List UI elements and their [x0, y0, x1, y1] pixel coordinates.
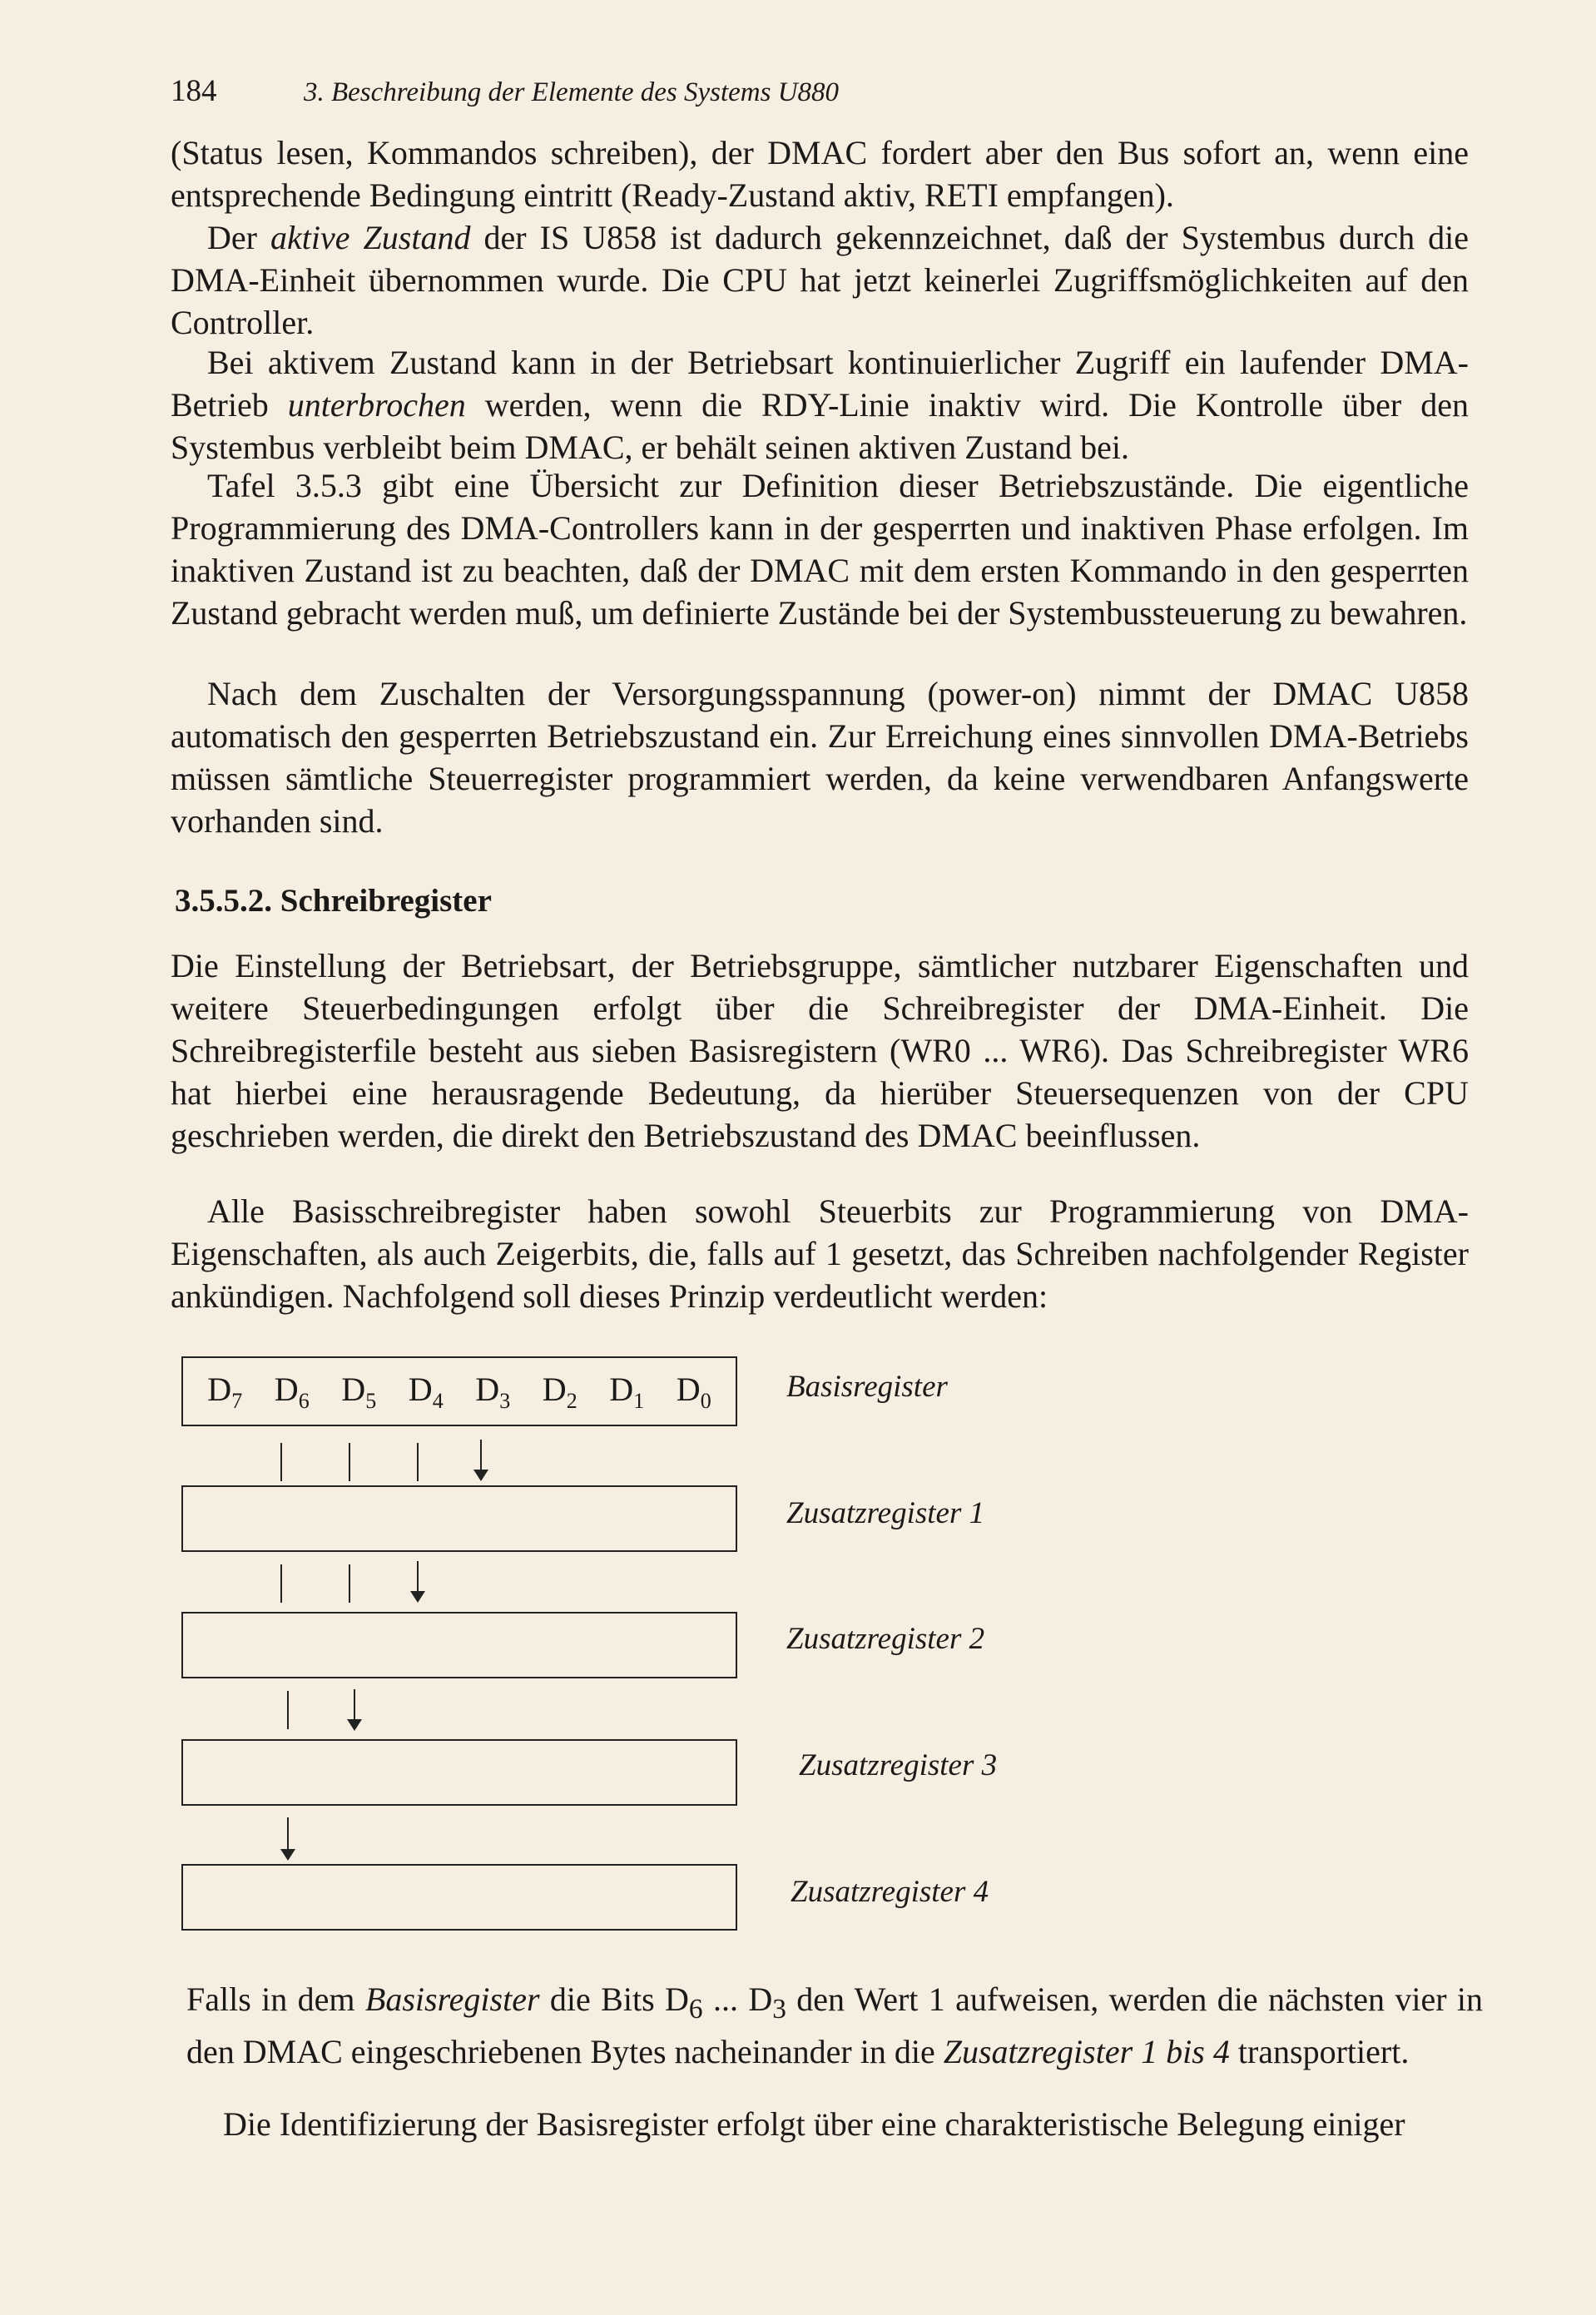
- p2-emphasis: aktive Zustand: [270, 219, 471, 256]
- pointer-line-d4: [417, 1443, 419, 1481]
- paragraph-4: Tafel 3.5.3 gibt eine Übersicht zur Definition dieser Betriebszustände. Die eigentliche Programmierung des DMA-Controllers kann in der gesperrten und inaktiven Phase erfolgen. Im inaktiven Zustand ist zu beachten, daß der DMAC mit dem ersten Kommando in den gesperrten Zustand gebracht werden muß, um definierte Zustände bei der Systembussteuerung zu bewahren.: [171, 467, 1469, 632]
- chapter-title: 3. Beschreibung der Elemente des Systems U880: [304, 77, 840, 107]
- basis-register-box: [181, 1356, 737, 1426]
- zusatzregister-3-box: [181, 1739, 737, 1806]
- bit-d2: $D_2$: [542, 1370, 577, 1413]
- p8-emphasis-2: Zusatzregister 1 bis 4: [943, 2033, 1230, 2070]
- pointer-line-z2-a: [280, 1564, 282, 1603]
- bit-d1: $D_1$: [609, 1370, 645, 1413]
- p8-sub-2: 3: [772, 1994, 786, 2025]
- p3-text-a: Bei aktivem Zustand kann in der Betriebsart kontinuierlicher Zugriff ein laufender DMA-Betrieb: [171, 344, 1469, 424]
- p8-text-e: transportiert.: [1229, 2033, 1410, 2070]
- paragraph-9: Die Identifizierung der Basisregister erfolgt über eine charakteristische Belegung einiger: [223, 2105, 1405, 2143]
- bit-d3: $D_3$: [475, 1370, 511, 1413]
- zusatzregister-4-box: [181, 1864, 737, 1931]
- paragraph-2: [171, 216, 1469, 344]
- paragraph-8: [186, 1978, 1483, 2073]
- label-zusatzregister-4: Zusatzregister 4: [791, 1875, 989, 1909]
- p8-emphasis-1: Basisregister: [364, 1980, 540, 2018]
- arrow-to-z3: [354, 1689, 355, 1721]
- label-zusatzregister-2: Zusatzregister 2: [786, 1622, 985, 1656]
- arrow-to-z2: [417, 1561, 419, 1593]
- paragraph-6: Die Einstellung der Betriebsart, der Betriebsgruppe, sämtlicher nutzbarer Eigenschaften und weitere Steuerbedingungen erfolgt über die Schreibregister der DMA-Einheit. Die Schreibregisterfile besteht aus sieben Basisregistern (WR0 ... WR6). Das Schreibregister WR6 hat hierbei eine herausragende Bedeutung, da hierüber Steuersequenzen von der CPU geschrieben werden, die direkt den Betriebszustand des DMAC beeinflussen.: [171, 947, 1469, 1154]
- paragraph-1: (Status lesen, Kommandos schreiben), der DMAC fordert aber den Bus sofort an, wenn eine entsprechende Bedingung eintritt (Ready-Zustand aktiv, RETI empfangen).: [171, 134, 1469, 214]
- p8-sub-1: 6: [688, 1994, 703, 2025]
- zusatzregister-2-box: [181, 1612, 737, 1678]
- bit-d6: $D_6$: [274, 1370, 310, 1413]
- p8-text-c: ... D: [702, 1980, 773, 2018]
- paragraph-5: Nach dem Zuschalten der Versorgungsspannung (power-on) nimmt der DMAC U858 automatisch den gesperrten Betriebszustand ein. Zur Erreichung eines sinnvollen DMA-Betriebs müssen sämtliche Steuerregister programmiert werden, da keine verwendbaren Anfangswerte vorhanden sind.: [171, 675, 1469, 840]
- pointer-line-d5: [349, 1443, 350, 1481]
- p8-text-b: die Bits D: [539, 1980, 689, 2018]
- paragraph-3: [171, 341, 1469, 468]
- pointer-line-d6: [280, 1443, 282, 1481]
- label-zusatzregister-3: Zusatzregister 3: [799, 1748, 998, 1782]
- arrow-to-z4: [287, 1817, 289, 1851]
- label-basisregister: Basisregister: [786, 1370, 948, 1404]
- page-number: 184: [171, 74, 217, 108]
- pointer-line-z3-a: [287, 1691, 289, 1729]
- bit-d0: $D_0$: [676, 1370, 711, 1413]
- page-header: [171, 73, 839, 109]
- zusatzregister-1-box: [181, 1485, 737, 1552]
- p3-emphasis: unterbrochen: [287, 386, 466, 424]
- p2-text-b: der IS U858 ist dadurch gekennzeichnet, daß der Systembus durch die DMA-Einheit übernommen wurde. Die CPU hat jetzt keinerlei Zugriffsmöglichkeiten auf den Controller.: [171, 219, 1470, 341]
- pointer-line-z2-b: [349, 1564, 350, 1603]
- p8-text-a: Falls in dem: [186, 1980, 365, 2018]
- label-zusatzregister-1: Zusatzregister 1: [786, 1496, 985, 1530]
- p3-text-b: werden, wenn die RDY-Linie inaktiv wird. Die Kontrolle über den Systembus verbleibt beim DMAC, er behält seinen aktiven Zustand bei.: [171, 386, 1469, 466]
- bit-d4: $D_4$: [408, 1370, 444, 1413]
- bit-d5: $D_5$: [341, 1370, 377, 1413]
- bit-d7: $D_7$: [207, 1370, 243, 1413]
- p2-text-a: Der: [207, 219, 271, 256]
- arrow-d3-to-z1: [480, 1440, 482, 1471]
- p8-text-d: den Wert 1 aufweisen, werden die nächsten vier in den DMAC eingeschriebenen Bytes nacheinander in die: [186, 1980, 1483, 2070]
- section-heading: 3.5.5.2. Schreibregister: [175, 883, 492, 919]
- paragraph-7: Alle Basisschreibregister haben sowohl Steuerbits zur Programmierung von DMA-Eigenschaften, als auch Zeigerbits, die, falls auf 1 gesetzt, das Schreiben nachfolgender Register ankündigen. Nachfolgend soll dieses Prinzip verdeutlicht werden:: [171, 1192, 1469, 1315]
